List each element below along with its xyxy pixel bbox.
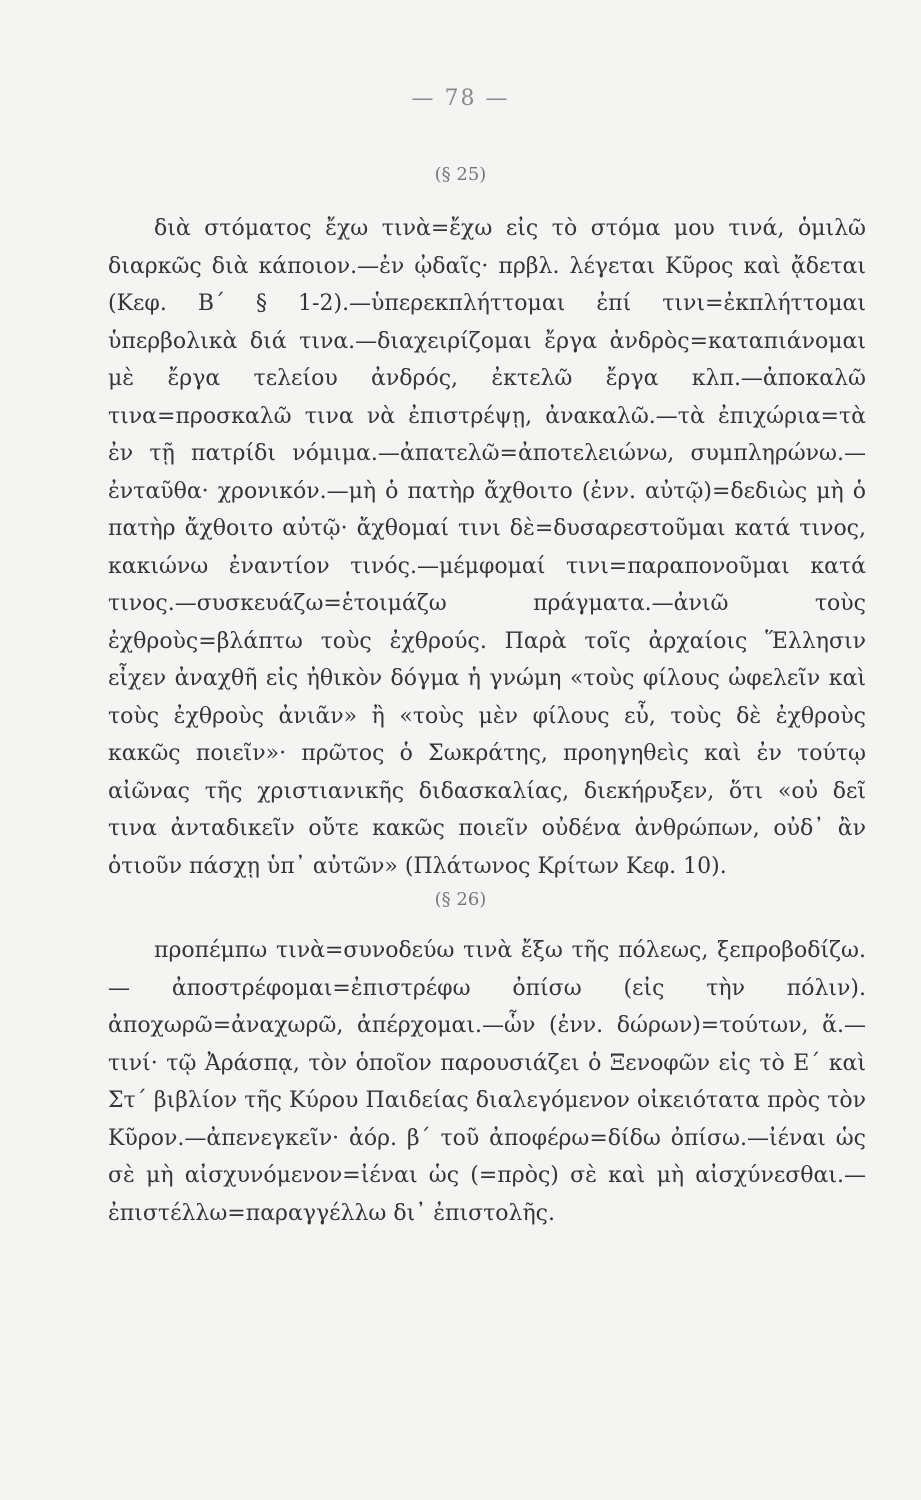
section-26-body (108, 932, 866, 1232)
page-number: — 78 — (411, 86, 510, 111)
section-marker-25: (§ 25) (434, 164, 487, 185)
section-marker-26: (§ 26) (434, 889, 487, 910)
section-26-paragraph: προπέμπω τινὰ=συνοδεύω τινὰ ἔξω τῆς πόλεως, ξεπροβοδίζω.— ἀποστρέφομαι=ἐπιστρέφω ὀπίσω (εἰς τὴν πόλιν). ἀποχωρῶ=ἀναχωρῶ, ἀπέρχομαι.—ὧν (ἐνν. δώρων)=τούτων, ἅ.—τινί· τῷ Ἀράσπᾳ, τὸν ὁποῖον παρουσιάζει ὁ Ξενοφῶν εἰς τὸ Ε΄ καὶ Στ΄ βιβλίον τῆς Κύρου Παιδείας διαλεγόμενον οἰκειότατα πρὸς τὸν Κῦρον.—ἀπενεγκεῖν· ἀόρ. β΄ τοῦ ἀποφέρω=δίδω ὀπίσω.—ἰέναι ὡς σὲ μὴ αἰσχυνόμενον=ἰέναι ὡς (=πρὸς) σὲ καὶ μὴ αἰσχύνεσθαι.—ἐπιστέλλω=παραγγέλλω δι᾽ ἐπιστολῆς. (108, 938, 866, 1226)
section-25-body (108, 210, 866, 885)
section-25-paragraph: διὰ στόματος ἔχω τινὰ=ἔχω εἰς τὸ στόμα μου τινά, ὁμιλῶ διαρκῶς διὰ κάποιον.—ἐν ᾠδαῖς· πρβλ. λέγεται Κῦρος καὶ ᾄδεται (Κεφ. Β΄ § 1-2).—ὑπερεκπλήττομαι ἐπί τινι=ἐκπλήττομαι ὑπερβολικὰ διά τινα.—διαχειρίζομαι ἔργα ἀνδρὸς=καταπιάνομαι μὲ ἔργα τελείου ἀνδρός, ἐκτελῶ ἔργα κλπ.—ἀποκαλῶ τινα=προσκαλῶ τινα νὰ ἐπιστρέψῃ, ἀνακαλῶ.—τὰ ἐπιχώρια=τὰ ἐν τῇ πατρίδι νόμιμα.—ἀπατελῶ=ἀποτελειώνω, συμπληρώνω.—ἐνταῦθα· χρονικόν.—μὴ ὁ πατὴρ ἄχθοιτο (ἐνν. αὐτῷ)=δεδιὼς μὴ ὁ πατὴρ ἄχθοιτο αὐτῷ· ἄχθομαί τινι δὲ=δυσαρεστοῦμαι κατά τινος, κακιώνω ἐναντίον τινός.—μέμφομαί τινι=παραπονοῦμαι κατά τινος.—συσκευάζω=ἑτοιμάζω πράγματα.—ἀνιῶ τοὺς ἐχθροὺς=βλάπτω τοὺς ἐχθρούς. Παρὰ τοῖς ἀρχαίοις Ἕλλησιν εἶχεν ἀναχθῆ εἰς ἠθικὸν δόγμα ἡ γνώμη «τοὺς φίλους ὠφελεῖν καὶ τοὺς ἐχθροὺς ἀνιᾶν» ἢ «τοὺς μὲν φίλους εὖ, τοὺς δὲ ἐχθροὺς κακῶς ποιεῖν»· πρῶτος ὁ Σωκράτης, προηγηθεὶς καὶ ἐν τούτῳ αἰῶνας τῆς χριστιανικῆς διδασκαλίας, διεκήρυξεν, ὅτι «οὐ δεῖ τινα ἀνταδικεῖν οὔτε κακῶς ποιεῖν οὐδένα ἀνθρώπων, οὐδ᾽ ἂν ὁτιοῦν πάσχῃ ὑπ᾽ αὐτῶν» (Πλάτωνος Κρίτων Κεφ. 10). (108, 216, 866, 879)
